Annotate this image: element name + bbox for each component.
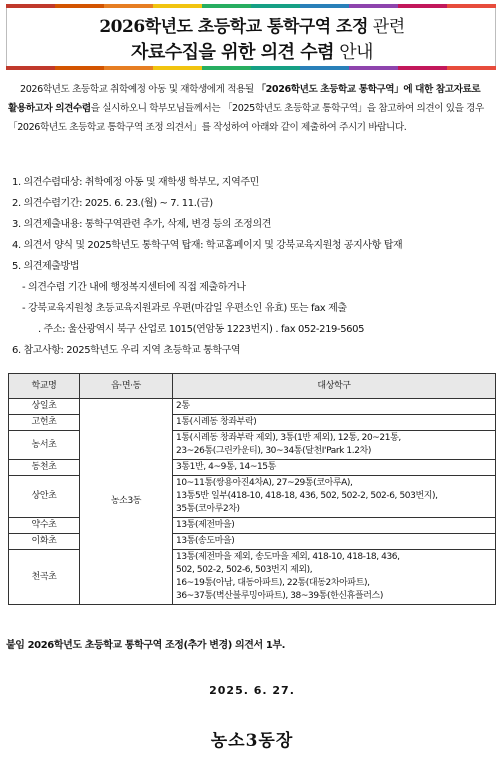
intro-part1: 2026학년도 초등학교 취학예정 아동 및 재학생에게 적용될	[20, 84, 257, 95]
list-item-method-direct: - 의견수렴 기간 내에 행정복지센터에 직접 제출하거나	[22, 282, 246, 293]
rainbow-segment	[447, 4, 496, 8]
target-area: 13통(송도마을)	[173, 534, 496, 550]
school-name: 천곡초	[9, 550, 80, 605]
info-list	[12, 172, 500, 361]
school-name: 상안초	[9, 476, 80, 518]
attachment-note: 붙임 2026학년도 초등학교 통학구역 조정(추가 변경) 의견서 1부.	[6, 640, 286, 651]
rainbow-bar-top	[6, 4, 496, 8]
list-item-content: 3. 의견제출내용: 통학구역관련 추가, 삭제, 변경 등의 조정의견	[12, 219, 271, 230]
subtitle-tail: 안내	[334, 42, 374, 63]
intro-paragraph	[8, 80, 496, 137]
document-title	[0, 12, 504, 37]
target-area: 2통	[173, 399, 496, 415]
list-item-method: 5. 의견제출방법	[12, 261, 80, 272]
target-area: 1통(시례동 창좌부락)	[173, 415, 496, 431]
school-name: 약수초	[9, 518, 80, 534]
rainbow-segment	[300, 4, 349, 8]
rainbow-segment	[398, 66, 447, 70]
rainbow-segment	[300, 66, 349, 70]
rainbow-segment	[202, 66, 251, 70]
school-name: 농서초	[9, 431, 80, 460]
list-item-target: 1. 의견수렴대상: 취학예정 아동 및 재학생 학부모, 지역주민	[12, 177, 259, 188]
rainbow-segment	[349, 66, 398, 70]
title-tail: 관련	[367, 17, 405, 37]
intro-part2: 「2026학년도 초등학교 통학구역」에 대한 참고자료로 활용하고자 의견수렴	[8, 84, 481, 114]
target-area: 13통(제전마을 제외, 송도마을 제외, 418-10, 418-18, 436, 502, 502-2, 502-6, 503번지 제외), 16~19통(아남, 대동아파트), 22통(대동2차아파트), 36~37통(벽산블루밍아파트), 38~39통(한신휴플러스)	[173, 550, 496, 605]
target-area: 10~11통(쌍용아진4차A), 27~29통(코아루A), 13통5반 일부(418-10, 418-18, 436, 502, 502-2, 502-6, 503번지), 35통(코아루2차)	[173, 476, 496, 518]
header-target: 대상학구	[173, 374, 496, 399]
rainbow-segment	[104, 66, 153, 70]
list-item-reference: 6. 참고사항: 2025학년도 우리 지역 초등학교 통학구역	[12, 345, 241, 356]
header-school: 학교명	[9, 374, 80, 399]
rainbow-segment	[398, 4, 447, 8]
list-item-period: 2. 의견수렴기간: 2025. 6. 23.(월) ~ 7. 11.(금)	[12, 198, 213, 209]
target-area: 3통1반, 4~9통, 14~15통	[173, 460, 496, 476]
target-area: 13통(제전마을)	[173, 518, 496, 534]
intro-part3: 을 실시하오니 학부모님들께서는 「2025학년도 초등학교 통학구역」을 참고하여 의견이 있을 경우 「2026학년도 초등학교 통학구역 조정 의견서」를 작성하여 아래와 같이 제출하여 주시기 바랍니다.	[8, 103, 484, 133]
list-item-address: . 주소: 울산광역시 북구 산업로 1015(연암동 1223번지) . fax 052-219-5605	[38, 324, 365, 335]
title-bold: 2026학년도 초등학교 통학구역 조정	[99, 17, 368, 37]
school-name: 고헌초	[9, 415, 80, 431]
rainbow-segment	[153, 66, 202, 70]
rainbow-segment	[55, 66, 104, 70]
school-name: 상일초	[9, 399, 80, 415]
rainbow-segment	[202, 4, 251, 8]
subtitle-bold: 자료수집을 위한 의견 수렴	[130, 42, 335, 63]
dong-name: 농소3동	[80, 399, 173, 605]
rainbow-segment	[447, 66, 496, 70]
school-district-table	[8, 373, 496, 605]
rainbow-segment	[104, 4, 153, 8]
document-date: 2025. 6. 27.	[209, 684, 295, 697]
document-subtitle	[0, 38, 504, 64]
issuer-signature: 농소3동장	[210, 731, 294, 751]
rainbow-segment	[153, 4, 202, 8]
list-item-form: 4. 의견서 양식 및 2025학년도 통학구역 탑재: 학교홈페이지 및 강북교육지원청 공지사항 탑재	[12, 240, 403, 251]
rainbow-segment	[6, 4, 55, 8]
school-name: 이화초	[9, 534, 80, 550]
rainbow-bar-bottom	[6, 66, 496, 70]
list-item-method-mail: - 강북교육지원청 초등교육지원과로 우편(마감일 우편소인 유효) 또는 fax 제출	[22, 303, 347, 314]
rainbow-segment	[251, 66, 300, 70]
table-header-row	[9, 374, 496, 399]
target-area: 1통(시례동 창좌부락 제외), 3통(1반 제외), 12통, 20~21통, 23~26통(그린카운티), 30~34통(달천I'Park 1.2차)	[173, 431, 496, 460]
rainbow-segment	[251, 4, 300, 8]
table-row	[9, 399, 496, 415]
rainbow-segment	[6, 66, 55, 70]
school-name: 동천초	[9, 460, 80, 476]
rainbow-segment	[349, 4, 398, 8]
rainbow-segment	[55, 4, 104, 8]
header-dong: 읍·면·동	[80, 374, 173, 399]
